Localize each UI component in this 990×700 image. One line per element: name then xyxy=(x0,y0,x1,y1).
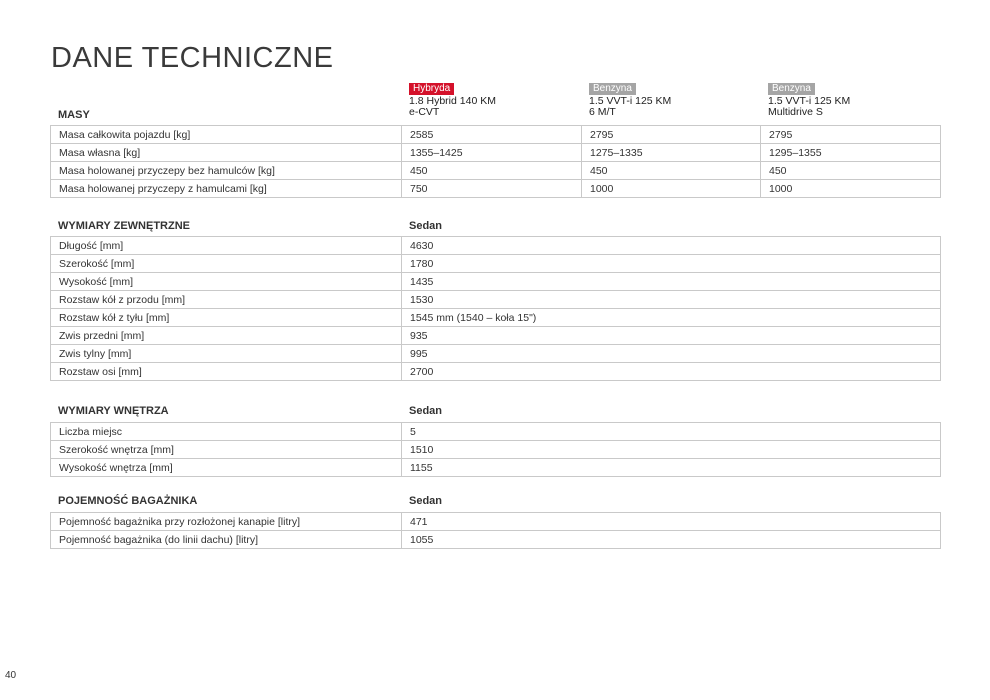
table-row xyxy=(51,126,941,144)
table-row xyxy=(51,309,941,327)
row-label: Pojemność bagażnika (do linii dachu) [litry] xyxy=(51,531,402,549)
table-row xyxy=(51,162,941,180)
page-title: DANE TECHNICZNE xyxy=(51,42,334,74)
cell-value: 1435 xyxy=(402,273,941,291)
row-label: Masa całkowita pojazdu [kg] xyxy=(51,126,402,144)
section-pojemnosc-bagaznika-label: POJEMNOŚĆ BAGAŻNIKA xyxy=(58,495,198,507)
row-label: Masa własna [kg] xyxy=(51,144,402,162)
cell-value: 450 xyxy=(402,162,582,180)
cell-value: 1055 xyxy=(402,531,941,549)
row-label: Masa holowanej przyczepy z hamulcami [kg] xyxy=(51,180,402,198)
table-row xyxy=(51,531,941,549)
row-label: Liczba miejsc xyxy=(51,423,402,441)
cell-value: 450 xyxy=(582,162,761,180)
row-label: Wysokość wnętrza [mm] xyxy=(51,459,402,477)
table-row xyxy=(51,423,941,441)
cell-value: 2700 xyxy=(402,363,941,381)
pojemnosc-bagaznika-table xyxy=(50,512,941,549)
column-engine: 1.5 VVT-i 125 KM xyxy=(589,95,672,107)
cell-value: 1000 xyxy=(582,180,761,198)
cell-value: 1155 xyxy=(402,459,941,477)
table-row xyxy=(51,459,941,477)
cell-value: 2795 xyxy=(761,126,941,144)
cell-value: 5 xyxy=(402,423,941,441)
table-row xyxy=(51,273,941,291)
hybrid-badge: Hybryda xyxy=(409,83,454,95)
table-row xyxy=(51,363,941,381)
row-label: Szerokość [mm] xyxy=(51,255,402,273)
section-body-type: Sedan xyxy=(409,220,443,232)
petrol-badge: Benzyna xyxy=(589,83,636,95)
column-transmission: Multidrive S xyxy=(768,106,823,118)
section-wymiary-zewnetrzne-label: WYMIARY ZEWNĘTRZNE xyxy=(58,220,190,232)
column-header-petrol-auto xyxy=(768,83,850,118)
row-label: Długość [mm] xyxy=(51,237,402,255)
page-number: 40 xyxy=(5,670,17,681)
column-engine: 1.8 Hybrid 140 KM xyxy=(409,95,496,107)
cell-value: 2585 xyxy=(402,126,582,144)
table-row xyxy=(51,291,941,309)
table-row xyxy=(51,237,941,255)
cell-value: 4630 xyxy=(402,237,941,255)
table-row xyxy=(51,327,941,345)
column-header-hybrid xyxy=(409,83,496,118)
cell-value: 1275–1335 xyxy=(582,144,761,162)
row-label: Rozstaw kół z przodu [mm] xyxy=(51,291,402,309)
wymiary-zewnetrzne-table xyxy=(50,236,941,381)
column-header-petrol-manual xyxy=(589,83,671,118)
cell-value: 750 xyxy=(402,180,582,198)
cell-value: 1510 xyxy=(402,441,941,459)
cell-value: 1000 xyxy=(761,180,941,198)
section-body-type: Sedan xyxy=(409,495,443,507)
column-transmission: e-CVT xyxy=(409,106,440,118)
column-transmission: 6 M/T xyxy=(589,106,616,118)
cell-value: 471 xyxy=(402,513,941,531)
section-body-type: Sedan xyxy=(409,405,443,417)
wymiary-wnetrza-table xyxy=(50,422,941,477)
cell-value: 935 xyxy=(402,327,941,345)
cell-value: 450 xyxy=(761,162,941,180)
row-label: Wysokość [mm] xyxy=(51,273,402,291)
row-label: Masa holowanej przyczepy bez hamulców [kg] xyxy=(51,162,402,180)
row-label: Rozstaw kół z tyłu [mm] xyxy=(51,309,402,327)
section-masy-label: MASY xyxy=(58,109,90,121)
cell-value: 2795 xyxy=(582,126,761,144)
table-row xyxy=(51,441,941,459)
table-row xyxy=(51,345,941,363)
petrol-badge: Benzyna xyxy=(768,83,815,95)
column-engine: 1.5 VVT-i 125 KM xyxy=(768,95,851,107)
table-row xyxy=(51,144,941,162)
cell-value: 995 xyxy=(402,345,941,363)
table-row xyxy=(51,255,941,273)
row-label: Pojemność bagażnika przy rozłożonej kanapie [litry] xyxy=(51,513,402,531)
cell-value: 1295–1355 xyxy=(761,144,941,162)
row-label: Rozstaw osi [mm] xyxy=(51,363,402,381)
cell-value: 1355–1425 xyxy=(402,144,582,162)
masy-table xyxy=(50,125,941,198)
cell-value: 1780 xyxy=(402,255,941,273)
row-label: Zwis przedni [mm] xyxy=(51,327,402,345)
row-label: Szerokość wnętrza [mm] xyxy=(51,441,402,459)
cell-value: 1530 xyxy=(402,291,941,309)
row-label: Zwis tylny [mm] xyxy=(51,345,402,363)
section-wymiary-wnetrza-label: WYMIARY WNĘTRZA xyxy=(58,405,169,417)
table-row xyxy=(51,513,941,531)
cell-value: 1545 mm (1540 – koła 15") xyxy=(402,309,941,327)
table-row xyxy=(51,180,941,198)
